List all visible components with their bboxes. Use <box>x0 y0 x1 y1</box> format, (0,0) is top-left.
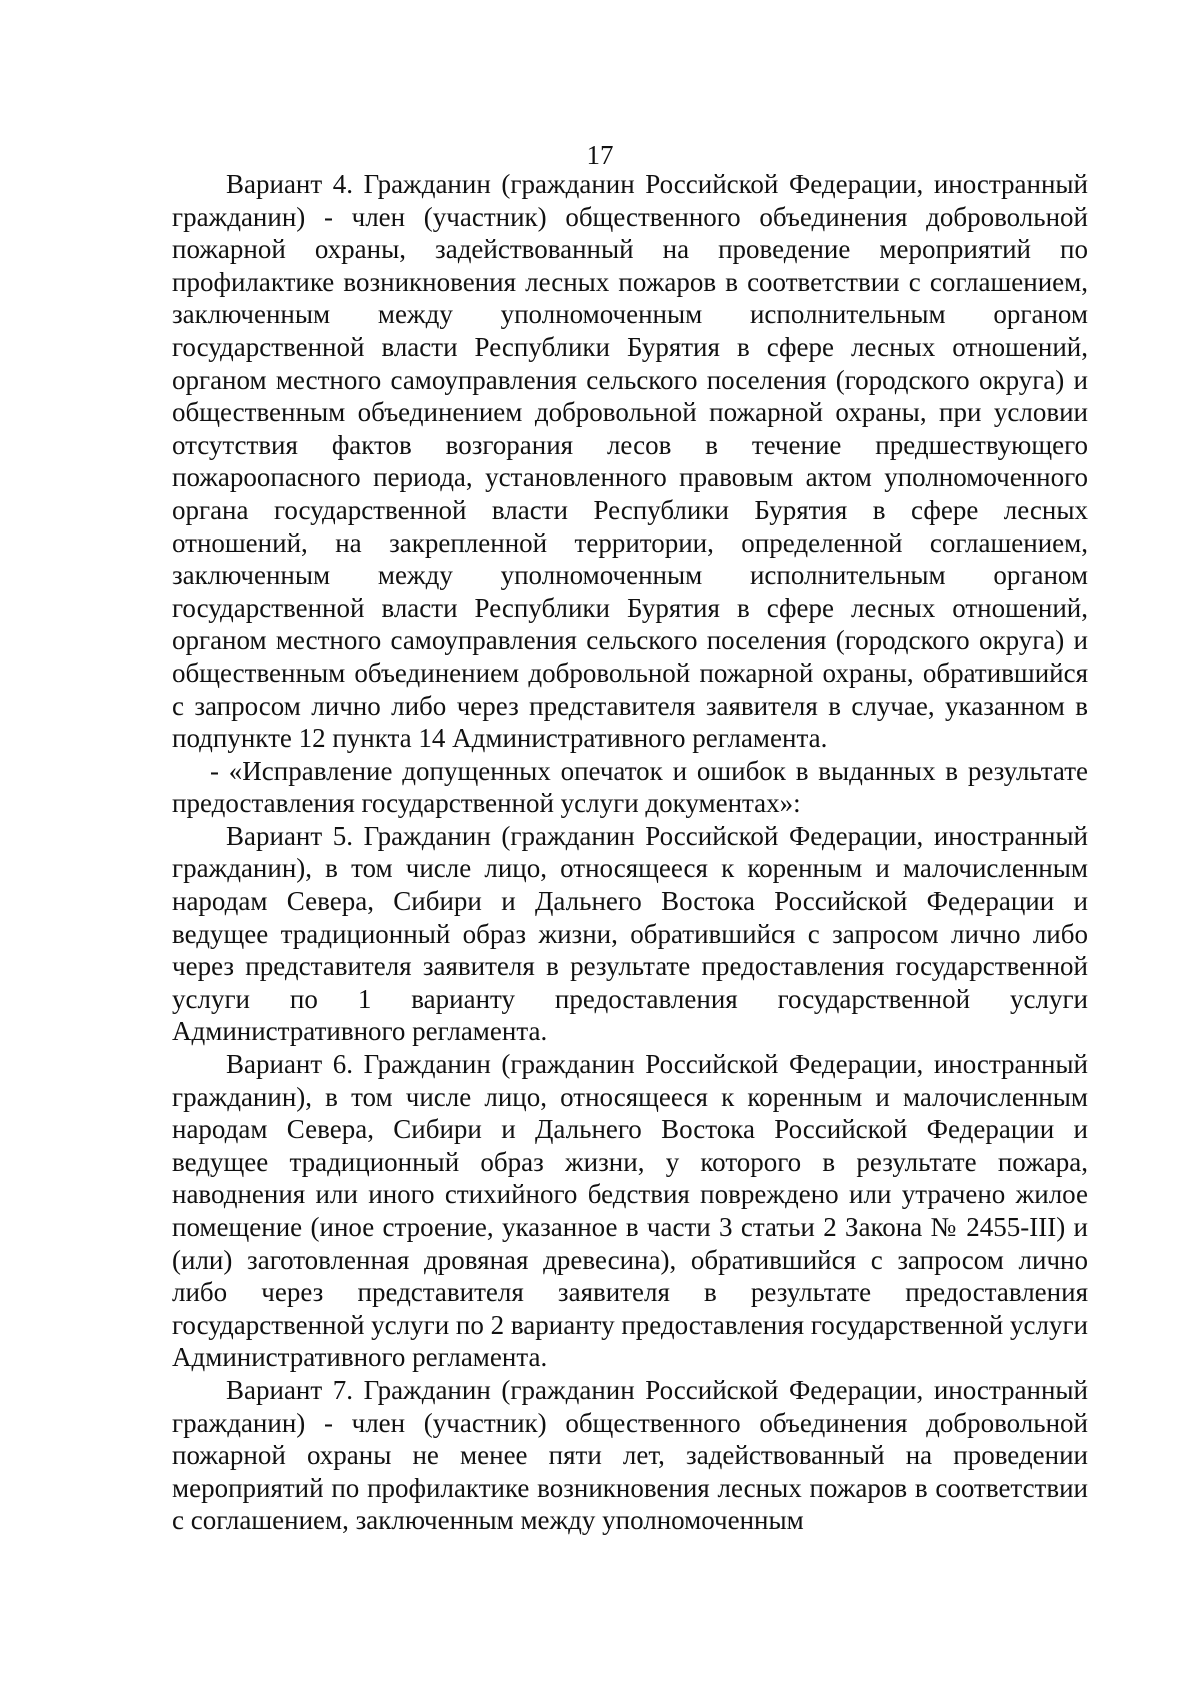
paragraph-correction-item: - «Исправление допущенных опечаток и ошибок в выданных в результате предоставления государственной услуги документах»: <box>172 755 1088 819</box>
paragraph-variant-5: Вариант 5. Гражданин (гражданин Российской Федерации, иностранный гражданин), в том числе лицо, относящееся к коренным и малочисленным народам Севера, Сибири и Дальнего Востока Российской Федерации и ведущее традиционный образ жизни, обратившийся с запросом лично либо через представителя заявителя в результате предоставления государственной услуги по 1 варианту предоставления государственной услуги Административного регламента. <box>172 820 1088 1047</box>
page-number: 17 <box>586 140 614 170</box>
document-body <box>172 168 1088 1537</box>
paragraph-variant-4: Вариант 4. Гражданин (гражданин Российской Федерации, иностранный гражданин) - член (участник) общественного объединения добровольной пожарной охраны, задействованный на проведение мероприятий по профилактике возникновения лесных пожаров в соответствии с соглашением, заключенным между уполномоченным исполнительным органом государственной власти Республики Бурятия в сфере лесных отношений, органом местного самоуправления сельского поселения (городского округа) и общественным объединением добровольной пожарной охраны, при условии отсутствия фактов возгорания лесов в течение предшествующего пожароопасного периода, установленного правовым актом уполномоченного органа государственной власти Республики Бурятия в сфере лесных отношений, на закрепленной территории, определенной соглашением, заключенным между уполномоченным исполнительным органом государственной власти Республики Бурятия в сфере лесных отношений, органом местного самоуправления сельского поселения (городского округа) и общественным объединением добровольной пожарной охраны, обратившийся с запросом лично либо через представителя заявителя в случае, указанном в подпункте 12 пункта 14 Административного регламента. <box>172 169 1088 754</box>
paragraph-variant-7: Вариант 7. Гражданин (гражданин Российской Федерации, иностранный гражданин) - член (участник) общественного объединения добровольной пожарной охраны не менее пяти лет, задействованный на проведении мероприятий по профилактике возникновения лесных пожаров в соответствии с соглашением, заключенным между уполномоченным <box>172 1374 1088 1536</box>
paragraph-variant-6: Вариант 6. Гражданин (гражданин Российской Федерации, иностранный гражданин), в том числе лицо, относящееся к коренным и малочисленным народам Севера, Сибири и Дальнего Востока Российской Федерации и ведущее традиционный образ жизни, у которого в результате пожара, наводнения или иного стихийного бедствия повреждено или утрачено жилое помещение (иное строение, указанное в части 3 статьи 2 Закона № 2455-III) и (или) заготовленная дровяная древесина), обратившийся с запросом лично либо через представителя заявителя в результате предоставления государственной услуги по 2 варианту предоставления государственной услуги Административного регламента. <box>172 1049 1088 1373</box>
